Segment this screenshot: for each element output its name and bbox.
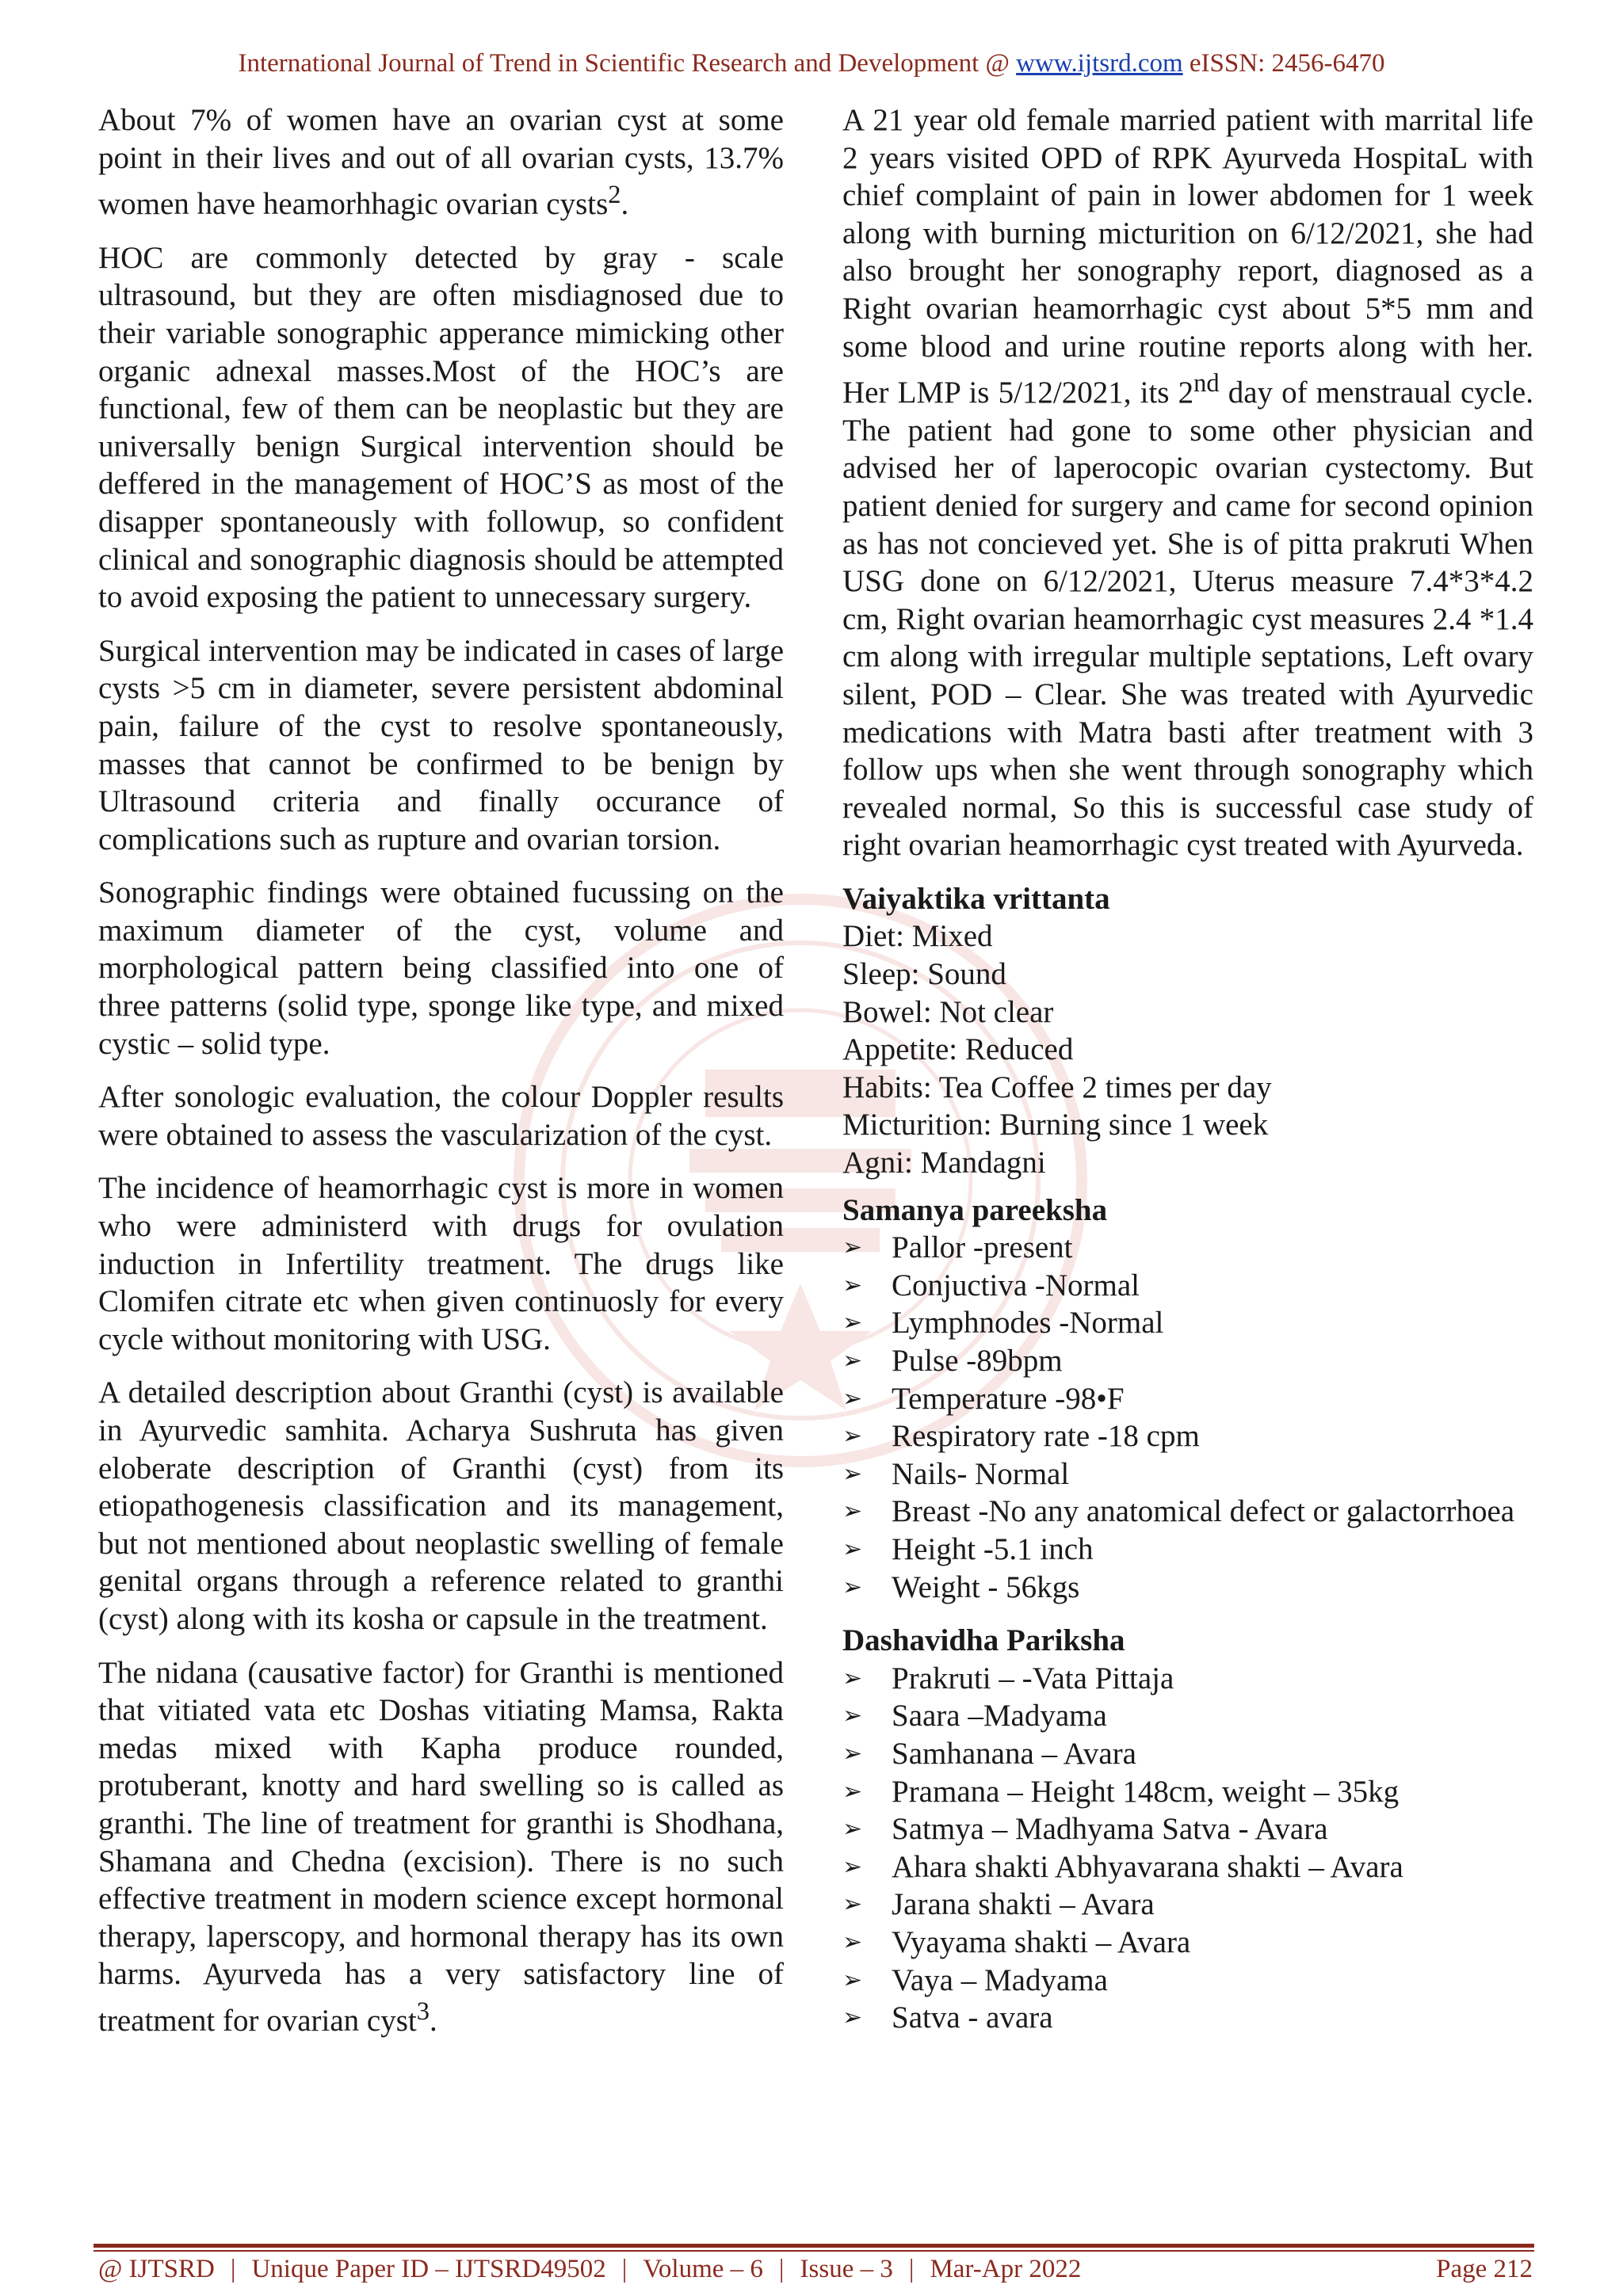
arrow-bullet-icon: ➢: [842, 1739, 863, 1768]
section-title-samanya: Samanya pareeksha: [842, 1192, 1108, 1227]
arrow-bullet-icon: ➢: [842, 2004, 863, 2032]
arrow-bullet-icon: ➢: [842, 1234, 863, 1262]
vaiyaktika-line: Agni: Mandagni: [842, 1146, 1046, 1180]
arrow-bullet-icon: ➢: [842, 1664, 863, 1692]
footer-paper-id: Unique Paper ID – IJTSRD49502: [251, 2255, 606, 2283]
dashavidha-item-text: Jarana shakti – Avara: [892, 1887, 1155, 1922]
samanya-list-item: [842, 1304, 1533, 1342]
header-journal-name: International Journal of Trend in Scientific Research and Development @: [238, 49, 1017, 78]
samanya-item-text: Nails- Normal: [892, 1456, 1070, 1491]
footer-separator: |: [621, 2255, 628, 2283]
arrow-bullet-icon: ➢: [842, 1928, 863, 1956]
footer-left: [98, 2255, 1081, 2284]
samanya-list-item: [842, 1417, 1533, 1455]
samanya-list-item: [842, 1531, 1533, 1569]
samanya-item-text: Weight - 56kgs: [892, 1569, 1080, 1604]
paragraph-nidana-end: .: [430, 2003, 437, 2038]
vaiyaktika-line: Habits: Tea Coffee 2 times per day: [842, 1070, 1272, 1104]
arrow-bullet-icon: ➢: [842, 1271, 863, 1299]
dashavidha-list-item: [842, 1773, 1533, 1811]
footer-rule-thin: [94, 2250, 1534, 2252]
samanya-item-text: Pallor -present: [892, 1230, 1073, 1265]
samanya-item-text: Breast -No any anatomical defect or galactorrhoea: [892, 1494, 1515, 1529]
samanya-item-text: Pulse -89bpm: [892, 1344, 1063, 1378]
samanya-list-item: [842, 1569, 1533, 1607]
samanya-list-item: [842, 1342, 1533, 1380]
footer-rule: [94, 2244, 1534, 2248]
vaiyaktika-list: [842, 917, 1533, 1181]
dashavidha-item-text: Satmya – Madhyama Satva - Avara: [892, 1812, 1328, 1847]
dashavidha-list: [842, 1660, 1533, 2037]
footer-separator: |: [778, 2255, 785, 2283]
paragraph-nidana-text: The nidana (causative factor) for Granthi is mentioned that vitiated vata etc Doshas vitiating Mamsa, Rakta medas mixed with Kapha produce rounded, protuberant, knotty and hard swelling so is called as granthi. The line of treatment for granthi is Shodhana, Shamana and Chedna (excision). There is no such effective treatment in modern science except hormonal therapy, laperscopy, and hormonal therapy has its own harms. Ayurveda has a very satisfactory line of treatment for ovarian cyst: [98, 1655, 784, 2038]
dashavidha-item-text: Prakruti – -Vata Pittaja: [892, 1661, 1174, 1695]
right-column: [842, 101, 1533, 2053]
arrow-bullet-icon: ➢: [842, 1309, 863, 1337]
dashavidha-item-text: Satva - avara: [892, 2000, 1053, 2035]
paragraph-nidana: [98, 1654, 784, 2040]
section-title-vaiyaktika: Vaiyaktika vrittanta: [842, 881, 1110, 916]
vaiyaktika-line: Micturition: Burning since 1 week: [842, 1108, 1269, 1142]
arrow-bullet-icon: ➢: [842, 1497, 863, 1526]
arrow-bullet-icon: ➢: [842, 1459, 863, 1488]
vaiyaktika-line: Bowel: Not clear: [842, 994, 1054, 1029]
samanya-list: [842, 1229, 1533, 1606]
vaiyaktika-line: Diet: Mixed: [842, 919, 993, 954]
footer-volume: Volume – 6: [643, 2255, 763, 2283]
arrow-bullet-icon: ➢: [842, 1573, 863, 1601]
arrow-bullet-icon: ➢: [842, 1535, 863, 1563]
section-title-dashavidha: Dashavidha Pariksha: [842, 1623, 1125, 1658]
running-header: [0, 49, 1623, 78]
paragraph-hoc-detection: HOC are commonly detected by gray - scale ultrasound, but they are often misdiagnosed due to their variable sonographic apperance mimicking other organic adnexal masses.Most of the HOC’s are functional, few of them can be neoplastic but they are universally benign Surgical intervention should be deffered in the management of HOC’S as most of the disapper spontaneously with followup, so confident clinical and sonographic diagnosis should be attempted to avoid exposing the patient to unnecessary surgery.: [98, 240, 784, 615]
footer-separator: |: [908, 2255, 915, 2283]
paragraph-prevalence: [98, 101, 784, 223]
paragraph-prevalence-text: About 7% of women have an ovarian cyst at some point in their lives and out of all ovarian cysts, 13.7% women have heamorhhagic ovarian cysts: [98, 103, 784, 222]
samanya-list-item: [842, 1493, 1533, 1531]
paragraph-incidence: The incidence of heamorrhagic cyst is more in women who were administerd with drugs for ovulation induction in Infertility treatment. The drugs like Clomifen citrate etc when given continuosly for every cycle without monitoring with USG.: [98, 1171, 784, 1356]
paragraph-case-report: [842, 101, 1533, 864]
dashavidha-list-item: [842, 1697, 1533, 1735]
arrow-bullet-icon: ➢: [842, 1347, 863, 1375]
arrow-bullet-icon: ➢: [842, 1384, 863, 1413]
vaiyaktika-line: Appetite: Reduced: [842, 1032, 1074, 1067]
vaiyaktika-line: Sleep: Sound: [842, 957, 1006, 992]
arrow-bullet-icon: ➢: [842, 1815, 863, 1844]
dashavidha-list-item: [842, 1999, 1533, 2037]
paragraph-sonographic-findings: Sonographic findings were obtained fucussing on the maximum diameter of the cyst, volume and morphological pattern being classified into one of three patterns (solid type, sponge like type, and mixed cystic – solid type.: [98, 875, 784, 1061]
samanya-item-text: Lymphnodes -Normal: [892, 1306, 1164, 1341]
paragraph-doppler: After sonologic evaluation, the colour Doppler results were obtained to assess the vascularization of the cyst.: [98, 1080, 784, 1152]
case-report-text-b: day of menstraual cycle. The patient had gone to some other physician and advised her of laperocopic ovarian cystectomy. But patient denied for surgery and came for second opinion as has not concieved yet. She is of pitta prakruti When USG done on 6/12/2021, Uterus measure 7.4*3*4.2 cm, Right ovarian heamorrhagic cyst measures 2.4 *1.4 cm along with irregular multiple septations, Left ovary silent, POD – Clear. She was treated with Ayurvedic medications with Matra basti after treatment with 3 follow ups when she went through sonography which revealed normal, So this is successful case study of right ovarian heamorrhagic cyst treated with Ayurveda.: [842, 376, 1533, 863]
dashavidha-item-text: Ahara shakti Abhyavarana shakti – Avara: [892, 1849, 1403, 1884]
header-website-link[interactable]: www.ijtsrd.com: [1016, 49, 1183, 78]
arrow-bullet-icon: ➢: [842, 1422, 863, 1451]
footer-separator: |: [230, 2255, 236, 2283]
dashavidha-item-text: Pramana – Height 148cm, weight – 35kg: [892, 1774, 1400, 1809]
dashavidha-list-item: [842, 1735, 1533, 1773]
paragraph-granthi-description: A detailed description about Granthi (cyst) is available in Ayurvedic samhita. Acharya Sushruta has given eloberate description of Granthi (cyst) from its etiopathogenesis classification and its management, but not mentioned about neoplastic swelling of female genital organs through a reference related to granthi (cyst) along with its kosha or capsule in the treatment.: [98, 1375, 784, 1636]
dashavidha-list-item: [842, 1810, 1533, 1848]
footer-journal: @ IJTSRD: [98, 2255, 215, 2283]
dashavidha-item-text: Samhanana – Avara: [892, 1736, 1136, 1771]
arrow-bullet-icon: ➢: [842, 1966, 863, 1994]
left-column: [98, 101, 784, 2056]
samanya-list-item: [842, 1380, 1533, 1418]
dashavidha-list-item: [842, 1924, 1533, 1962]
footer-issue: Issue – 3: [800, 2255, 893, 2283]
citation-2: 2: [608, 181, 621, 210]
dashavidha-item-text: Vyayama shakti – Avara: [892, 1924, 1191, 1959]
running-footer: [98, 2255, 1533, 2284]
samanya-list-item: [842, 1455, 1533, 1493]
samanya-item-text: Temperature -98•F: [892, 1381, 1125, 1416]
header-issn: eISSN: 2456-6470: [1182, 49, 1385, 78]
samanya-list-item: [842, 1267, 1533, 1305]
dashavidha-list-item: [842, 1962, 1533, 2000]
samanya-item-text: Conjuctiva -Normal: [892, 1268, 1140, 1302]
samanya-list-item: [842, 1229, 1533, 1267]
dashavidha-item-text: Saara –Madyama: [892, 1699, 1107, 1733]
samanya-item-text: Height -5.1 inch: [892, 1531, 1094, 1566]
case-report-text-a: A 21 year old female married patient with marrital life 2 years visited OPD of RPK Ayurveda HospitaL with chief complaint of pain in lower abdomen for 1 week along with burning micturition on 6/12/2021, she had also brought her sonography report, diagnosed as a Right ovarian heamorrhagic cyst about 5*5 mm and some blood and urine routine reports along with her. Her LMP is 5/12/2021, its 2: [842, 103, 1533, 410]
dashavidha-list-item: [842, 1886, 1533, 1924]
arrow-bullet-icon: ➢: [842, 1890, 863, 1919]
dashavidha-item-text: Vaya – Madyama: [892, 1962, 1108, 1997]
arrow-bullet-icon: ➢: [842, 1702, 863, 1730]
case-report-superscript: nd: [1193, 369, 1220, 399]
dashavidha-list-item: [842, 1848, 1533, 1886]
arrow-bullet-icon: ➢: [842, 1852, 863, 1881]
arrow-bullet-icon: ➢: [842, 1777, 863, 1806]
citation-3: 3: [416, 1997, 430, 2026]
footer-date: Mar-Apr 2022: [930, 2255, 1082, 2283]
dashavidha-list-item: [842, 1660, 1533, 1698]
paragraph-prevalence-end: .: [621, 187, 629, 222]
paragraph-surgical-intervention: Surgical intervention may be indicated in cases of large cysts >5 cm in diameter, severe persistent abdominal pain, failure of the cyst to resolve spontaneously, masses that cannot be confirmed to be benign by Ultrasound criteria and finally occurance of complications such as rupture and ovarian torsion.: [98, 633, 784, 856]
footer-page-number: Page 212: [1436, 2255, 1533, 2283]
samanya-item-text: Respiratory rate -18 cpm: [892, 1419, 1200, 1454]
